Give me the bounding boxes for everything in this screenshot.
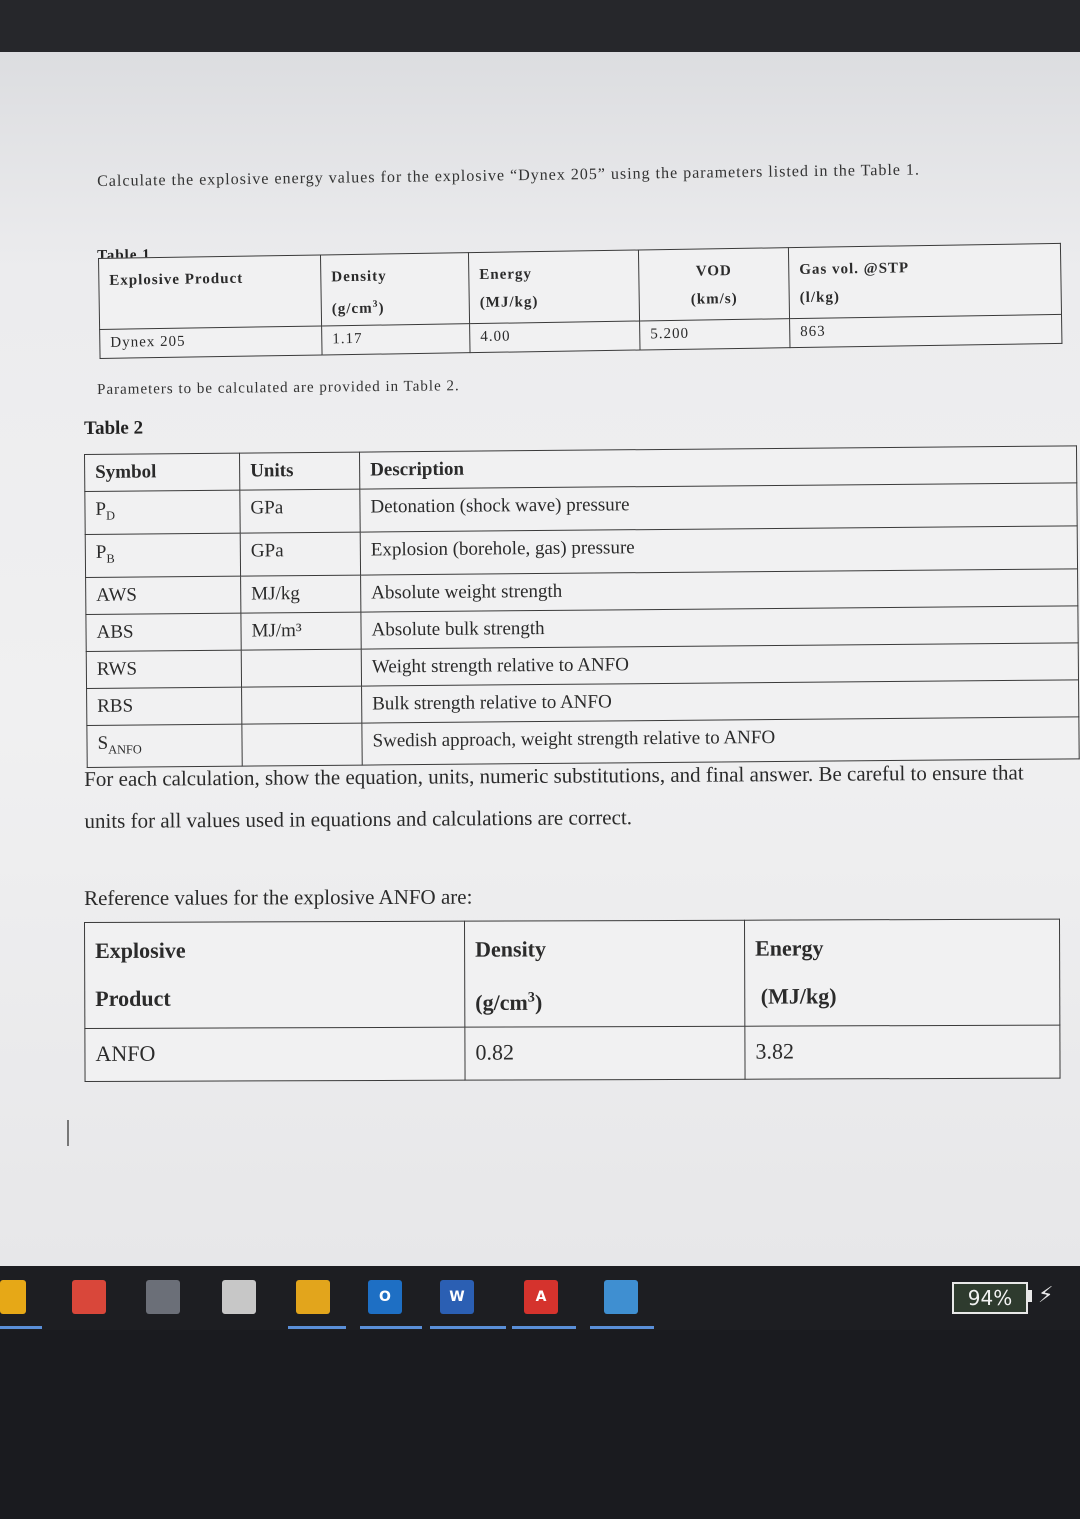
- table3-cell: 0.82: [465, 1027, 745, 1081]
- table1-cell: 863: [790, 314, 1062, 347]
- units-cell: [241, 649, 361, 687]
- chrome-icon[interactable]: [296, 1280, 330, 1314]
- table2-header-cell: Symbol: [85, 453, 240, 491]
- symbol-cell: ABS: [86, 613, 241, 651]
- table1-cell: Dynex 205: [100, 326, 322, 358]
- table3-cell: 3.82: [745, 1025, 1060, 1079]
- units-cell: MJ/m³: [241, 612, 361, 650]
- table3-header-cell: Energy (MJ/kg): [744, 919, 1059, 1026]
- acrobat-icon[interactable]: A: [524, 1280, 558, 1314]
- table3-cell: ANFO: [85, 1027, 465, 1081]
- table2-intro: Parameters to be calculated are provided in Table 2.: [97, 378, 460, 398]
- document-page: [0, 52, 1080, 1266]
- table1-header-cell: VOD (km/s): [638, 248, 789, 321]
- symbol-cell: AWS: [86, 576, 241, 614]
- table1-header-cell: Explosive Product: [99, 255, 322, 329]
- table2: [84, 445, 1080, 768]
- running-indicator: [360, 1326, 422, 1329]
- running-indicator: [590, 1326, 654, 1329]
- description-cell: Detonation (shock wave) pressure: [360, 483, 1077, 532]
- table1-cell: 5.200: [640, 319, 790, 350]
- running-indicator: [512, 1326, 576, 1329]
- units-cell: GPa: [240, 489, 360, 533]
- table3-header-row: [85, 919, 1060, 1029]
- table1-header-cell: Gas vol. @STP (l/kg): [788, 243, 1061, 318]
- running-indicator: [0, 1326, 42, 1329]
- description-cell: Swedish approach, weight strength relative to ANFO: [362, 716, 1079, 765]
- table2-body: [85, 483, 1079, 768]
- battery-indicator[interactable]: 94%: [952, 1282, 1028, 1314]
- table-row: [85, 1025, 1060, 1081]
- description-cell: Weight strength relative to ANFO: [361, 642, 1078, 685]
- table1-caption: Table 1: [97, 247, 151, 264]
- outlook-icon[interactable]: O: [368, 1280, 402, 1314]
- table3-header-cell: Explosive Product: [85, 921, 465, 1029]
- table1-cell: 1.17: [322, 324, 470, 355]
- instructions-paragraph: For each calculation, show the equation, units, numeric substitutions, and final answer. Be careful to ensure that units for all values used in equations and calculations are correct.: [84, 760, 1024, 833]
- running-indicator: [430, 1326, 506, 1329]
- intro-paragraph: Calculate the explosive energy values for the explosive “Dynex 205” using the parameters listed in the Table 1.: [97, 161, 921, 190]
- text-cursor: [67, 1120, 69, 1146]
- table2-header-cell: Units: [239, 452, 359, 490]
- table2-caption: Table 2: [84, 417, 144, 439]
- file-explorer-icon[interactable]: [0, 1280, 26, 1314]
- units-cell: MJ/kg: [241, 575, 361, 613]
- table2-header-cell: Description: [359, 446, 1076, 489]
- top-bezel: [0, 0, 1080, 52]
- description-cell: Absolute bulk strength: [361, 605, 1078, 648]
- battery-icon: [1027, 1290, 1032, 1302]
- description-cell: Explosion (borehole, gas) pressure: [360, 526, 1077, 575]
- photos-icon[interactable]: [604, 1280, 638, 1314]
- symbol-cell: $P_B$: [85, 533, 240, 577]
- symbol-cell: $P_D$: [85, 490, 240, 534]
- snipping-tool-icon[interactable]: [222, 1280, 256, 1314]
- table1-header-cell: Energy (MJ/kg): [468, 250, 639, 324]
- bottom-bezel: [0, 1330, 1080, 1519]
- description-cell: Bulk strength relative to ANFO: [362, 679, 1079, 722]
- office-icon[interactable]: [72, 1280, 106, 1314]
- calculator-icon[interactable]: [146, 1280, 180, 1314]
- table3-header-cell: Density $(g/cm^3)$: [464, 920, 744, 1027]
- symbol-cell: RBS: [87, 687, 242, 725]
- table1-header-cell: Density $(g/cm^3)$: [320, 253, 469, 326]
- taskbar: [0, 1266, 1080, 1330]
- table3: [84, 919, 1061, 1083]
- units-cell: GPa: [240, 532, 360, 576]
- symbol-cell: RWS: [86, 650, 241, 688]
- running-indicator: [288, 1326, 346, 1329]
- word-icon[interactable]: W: [440, 1280, 474, 1314]
- description-cell: Absolute weight strength: [361, 568, 1078, 611]
- reference-caption: Reference values for the explosive ANFO are:: [84, 884, 473, 910]
- table1-cell: 4.00: [470, 321, 640, 353]
- units-cell: [242, 686, 362, 724]
- charging-icon: ⚡: [1038, 1283, 1054, 1308]
- table1: [98, 243, 1062, 359]
- symbol-cell: $S_{ANFO}$: [87, 724, 242, 768]
